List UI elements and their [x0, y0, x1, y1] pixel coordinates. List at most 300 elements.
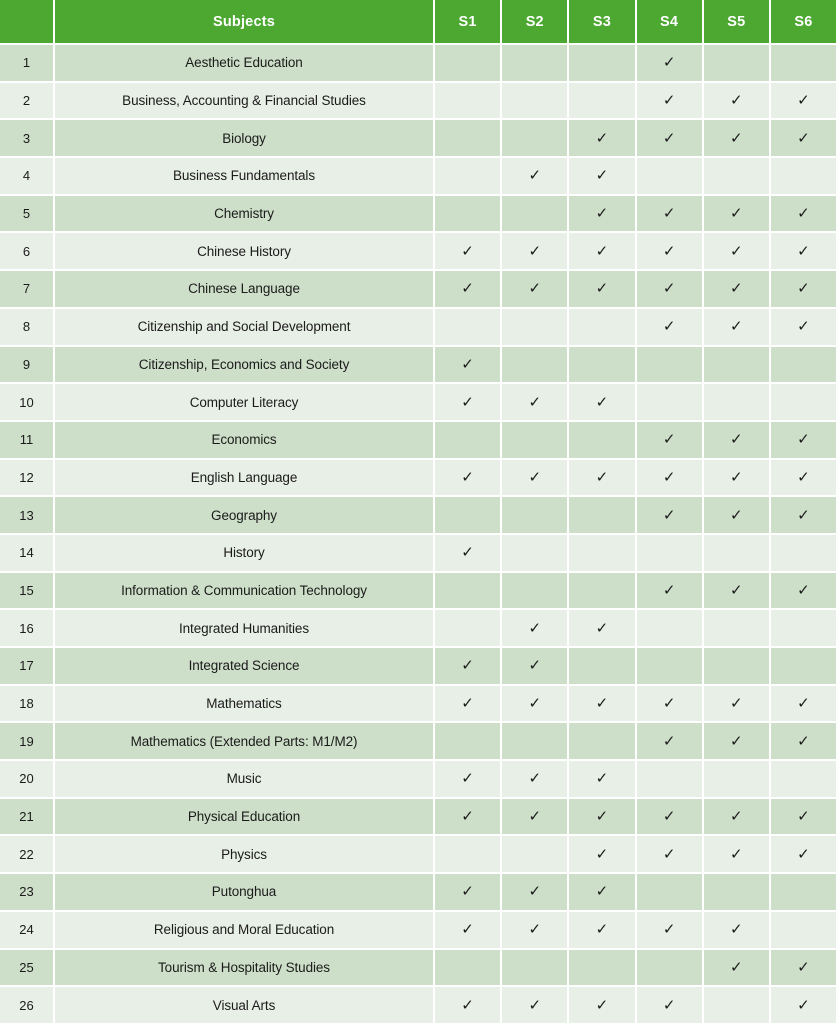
checkmark-icon: ✓ [461, 882, 474, 901]
cell-s2 [502, 196, 569, 234]
cell-s6 [771, 497, 836, 535]
cell-s6 [771, 836, 836, 874]
row-number: 16 [0, 610, 55, 648]
cell-s2 [502, 686, 569, 724]
row-number: 9 [0, 347, 55, 385]
cell-s3 [569, 610, 636, 648]
cell-s6 [771, 912, 836, 950]
checkmark-icon: ✓ [662, 317, 676, 336]
row-number: 18 [0, 686, 55, 724]
cell-s5 [704, 196, 771, 234]
cell-s3 [569, 120, 636, 158]
checkmark-icon: ✓ [729, 694, 743, 713]
cell-s6 [771, 610, 836, 648]
cell-s3 [569, 799, 636, 837]
row-number: 13 [0, 497, 55, 535]
cell-s6 [771, 271, 836, 309]
checkmark-icon: ✓ [461, 392, 474, 411]
table-row [0, 460, 836, 498]
checkmark-icon: ✓ [595, 920, 609, 939]
cell-s6 [771, 120, 836, 158]
cell-s6 [771, 686, 836, 724]
cell-s1 [435, 309, 502, 347]
cell-s5 [704, 836, 771, 874]
subject-name: Chinese History [55, 233, 435, 271]
row-number: 21 [0, 799, 55, 837]
checkmark-icon: ✓ [797, 430, 810, 449]
cell-s6 [771, 723, 836, 761]
checkmark-icon: ✓ [797, 505, 810, 524]
cell-s2 [502, 422, 569, 460]
subject-name: Physical Education [55, 799, 435, 837]
header-cell-s6: S6 [771, 0, 836, 45]
checkmark-icon: ✓ [528, 882, 542, 901]
row-number: 2 [0, 83, 55, 121]
cell-s3 [569, 347, 636, 385]
checkmark-icon: ✓ [797, 844, 810, 863]
row-number: 17 [0, 648, 55, 686]
cell-s2 [502, 347, 569, 385]
cell-s5 [704, 309, 771, 347]
cell-s6 [771, 950, 836, 988]
cell-s3 [569, 987, 636, 1025]
cell-s5 [704, 799, 771, 837]
cell-s3 [569, 45, 636, 83]
checkmark-icon: ✓ [595, 844, 609, 863]
cell-s5 [704, 460, 771, 498]
cell-s4 [637, 422, 704, 460]
cell-s4 [637, 460, 704, 498]
cell-s3 [569, 573, 636, 611]
checkmark-icon: ✓ [461, 995, 474, 1014]
cell-s1 [435, 836, 502, 874]
checkmark-icon: ✓ [595, 694, 609, 713]
cell-s5 [704, 535, 771, 573]
header-cell-s5: S5 [704, 0, 771, 45]
cell-s1 [435, 987, 502, 1025]
checkmark-icon: ✓ [461, 656, 474, 675]
cell-s3 [569, 460, 636, 498]
cell-s6 [771, 460, 836, 498]
cell-s4 [637, 950, 704, 988]
header-cell-s1: S1 [435, 0, 502, 45]
subject-name: Mathematics [55, 686, 435, 724]
checkmark-icon: ✓ [461, 694, 474, 713]
checkmark-icon: ✓ [461, 543, 474, 562]
subject-name: Physics [55, 836, 435, 874]
checkmark-icon: ✓ [797, 317, 810, 336]
cell-s2 [502, 836, 569, 874]
cell-s4 [637, 912, 704, 950]
cell-s4 [637, 196, 704, 234]
cell-s6 [771, 761, 836, 799]
cell-s4 [637, 384, 704, 422]
table-row [0, 836, 836, 874]
table-row [0, 648, 836, 686]
table-row [0, 799, 836, 837]
row-number: 4 [0, 158, 55, 196]
subject-name: Citizenship, Economics and Society [55, 347, 435, 385]
checkmark-icon: ✓ [797, 731, 810, 750]
cell-s2 [502, 497, 569, 535]
checkmark-icon: ✓ [461, 241, 474, 260]
checkmark-icon: ✓ [595, 204, 609, 223]
table-row [0, 610, 836, 648]
subject-name: Biology [55, 120, 435, 158]
cell-s5 [704, 384, 771, 422]
row-number: 15 [0, 573, 55, 611]
cell-s3 [569, 723, 636, 761]
cell-s6 [771, 987, 836, 1025]
subject-name: Music [55, 761, 435, 799]
cell-s1 [435, 610, 502, 648]
cell-s4 [637, 309, 704, 347]
checkmark-icon: ✓ [729, 204, 743, 223]
cell-s5 [704, 271, 771, 309]
subject-name: Business Fundamentals [55, 158, 435, 196]
cell-s5 [704, 987, 771, 1025]
checkmark-icon: ✓ [729, 957, 743, 976]
cell-s2 [502, 535, 569, 573]
checkmark-icon: ✓ [528, 769, 542, 788]
checkmark-icon: ✓ [662, 580, 676, 599]
row-number: 6 [0, 233, 55, 271]
checkmark-icon: ✓ [528, 807, 542, 826]
checkmark-icon: ✓ [461, 769, 474, 788]
checkmark-icon: ✓ [729, 317, 743, 336]
header-cell-subjects: Subjects [55, 0, 435, 45]
cell-s3 [569, 309, 636, 347]
cell-s3 [569, 761, 636, 799]
cell-s2 [502, 874, 569, 912]
subject-name: Economics [55, 422, 435, 460]
checkmark-icon: ✓ [729, 128, 743, 147]
cell-s6 [771, 799, 836, 837]
table-row [0, 233, 836, 271]
checkmark-icon: ✓ [595, 166, 609, 185]
cell-s1 [435, 271, 502, 309]
subject-name: English Language [55, 460, 435, 498]
subject-name: Information & Communication Technology [55, 573, 435, 611]
cell-s6 [771, 233, 836, 271]
cell-s1 [435, 723, 502, 761]
row-number: 22 [0, 836, 55, 874]
checkmark-icon: ✓ [729, 731, 743, 750]
row-number: 24 [0, 912, 55, 950]
checkmark-icon: ✓ [595, 279, 609, 298]
checkmark-icon: ✓ [662, 995, 676, 1014]
cell-s3 [569, 648, 636, 686]
cell-s1 [435, 347, 502, 385]
checkmark-icon: ✓ [595, 995, 609, 1014]
table-row [0, 987, 836, 1025]
cell-s1 [435, 384, 502, 422]
subject-name: Aesthetic Education [55, 45, 435, 83]
subject-name: Integrated Humanities [55, 610, 435, 648]
checkmark-icon: ✓ [528, 694, 542, 713]
checkmark-icon: ✓ [461, 807, 474, 826]
checkmark-icon: ✓ [797, 241, 810, 260]
subject-name: Chinese Language [55, 271, 435, 309]
cell-s3 [569, 158, 636, 196]
cell-s3 [569, 83, 636, 121]
checkmark-icon: ✓ [729, 580, 743, 599]
header-cell-s4: S4 [637, 0, 704, 45]
cell-s3 [569, 912, 636, 950]
subject-name: Integrated Science [55, 648, 435, 686]
row-number: 10 [0, 384, 55, 422]
checkmark-icon: ✓ [528, 241, 542, 260]
row-number: 8 [0, 309, 55, 347]
checkmark-icon: ✓ [797, 995, 810, 1014]
cell-s3 [569, 384, 636, 422]
cell-s5 [704, 573, 771, 611]
cell-s6 [771, 573, 836, 611]
cell-s4 [637, 271, 704, 309]
checkmark-icon: ✓ [662, 467, 676, 486]
cell-s1 [435, 686, 502, 724]
checkmark-icon: ✓ [461, 467, 474, 486]
checkmark-icon: ✓ [595, 807, 609, 826]
cell-s3 [569, 950, 636, 988]
checkmark-icon: ✓ [797, 128, 810, 147]
checkmark-icon: ✓ [662, 128, 676, 147]
checkmark-icon: ✓ [797, 807, 810, 826]
cell-s2 [502, 573, 569, 611]
cell-s4 [637, 648, 704, 686]
table-row [0, 912, 836, 950]
checkmark-icon: ✓ [595, 769, 609, 788]
cell-s1 [435, 648, 502, 686]
cell-s2 [502, 271, 569, 309]
subject-name: Religious and Moral Education [55, 912, 435, 950]
checkmark-icon: ✓ [595, 467, 609, 486]
table-row [0, 83, 836, 121]
checkmark-icon: ✓ [729, 279, 743, 298]
subject-name: History [55, 535, 435, 573]
table-row [0, 271, 836, 309]
checkmark-icon: ✓ [729, 920, 743, 939]
cell-s6 [771, 309, 836, 347]
cell-s4 [637, 836, 704, 874]
checkmark-icon: ✓ [461, 354, 474, 373]
table-row [0, 686, 836, 724]
table-row [0, 309, 836, 347]
cell-s1 [435, 573, 502, 611]
cell-s6 [771, 648, 836, 686]
cell-s1 [435, 497, 502, 535]
table-row [0, 761, 836, 799]
subject-name: Visual Arts [55, 987, 435, 1025]
cell-s5 [704, 497, 771, 535]
checkmark-icon: ✓ [528, 995, 542, 1014]
checkmark-icon: ✓ [461, 279, 474, 298]
cell-s2 [502, 799, 569, 837]
cell-s2 [502, 950, 569, 988]
cell-s4 [637, 535, 704, 573]
checkmark-icon: ✓ [797, 694, 810, 713]
cell-s3 [569, 836, 636, 874]
cell-s4 [637, 761, 704, 799]
row-number: 3 [0, 120, 55, 158]
row-number: 5 [0, 196, 55, 234]
table-row [0, 45, 836, 83]
checkmark-icon: ✓ [797, 467, 810, 486]
cell-s1 [435, 422, 502, 460]
cell-s4 [637, 83, 704, 121]
cell-s5 [704, 723, 771, 761]
checkmark-icon: ✓ [662, 430, 676, 449]
cell-s1 [435, 799, 502, 837]
cell-s4 [637, 233, 704, 271]
table-row [0, 422, 836, 460]
cell-s2 [502, 233, 569, 271]
cell-s6 [771, 422, 836, 460]
checkmark-icon: ✓ [729, 91, 743, 110]
checkmark-icon: ✓ [662, 91, 676, 110]
cell-s6 [771, 535, 836, 573]
cell-s6 [771, 874, 836, 912]
cell-s4 [637, 158, 704, 196]
table-row [0, 874, 836, 912]
table-row [0, 723, 836, 761]
cell-s3 [569, 535, 636, 573]
header-cell-s2: S2 [502, 0, 569, 45]
table-row [0, 384, 836, 422]
cell-s2 [502, 384, 569, 422]
table-row [0, 535, 836, 573]
cell-s1 [435, 874, 502, 912]
checkmark-icon: ✓ [729, 505, 743, 524]
cell-s6 [771, 384, 836, 422]
checkmark-icon: ✓ [797, 204, 810, 223]
cell-s2 [502, 309, 569, 347]
cell-s3 [569, 271, 636, 309]
row-number: 14 [0, 535, 55, 573]
cell-s3 [569, 233, 636, 271]
cell-s4 [637, 347, 704, 385]
row-number: 1 [0, 45, 55, 83]
row-number: 7 [0, 271, 55, 309]
cell-s5 [704, 83, 771, 121]
cell-s3 [569, 874, 636, 912]
cell-s4 [637, 686, 704, 724]
table-row [0, 950, 836, 988]
checkmark-icon: ✓ [595, 882, 609, 901]
checkmark-icon: ✓ [729, 807, 743, 826]
table-row [0, 158, 836, 196]
cell-s2 [502, 648, 569, 686]
cell-s1 [435, 950, 502, 988]
checkmark-icon: ✓ [662, 731, 676, 750]
table-row [0, 120, 836, 158]
cell-s5 [704, 761, 771, 799]
subject-name: Putonghua [55, 874, 435, 912]
row-number: 11 [0, 422, 55, 460]
table-row [0, 573, 836, 611]
table-header-row [0, 0, 836, 45]
checkmark-icon: ✓ [797, 279, 810, 298]
row-number: 26 [0, 987, 55, 1025]
checkmark-icon: ✓ [797, 91, 810, 110]
cell-s1 [435, 761, 502, 799]
checkmark-icon: ✓ [528, 392, 542, 411]
checkmark-icon: ✓ [662, 920, 676, 939]
cell-s1 [435, 83, 502, 121]
row-number: 20 [0, 761, 55, 799]
cell-s1 [435, 912, 502, 950]
row-number: 23 [0, 874, 55, 912]
checkmark-icon: ✓ [595, 128, 609, 147]
cell-s5 [704, 686, 771, 724]
subject-name: Geography [55, 497, 435, 535]
cell-s1 [435, 158, 502, 196]
header-cell-number [0, 0, 55, 45]
checkmark-icon: ✓ [662, 204, 676, 223]
checkmark-icon: ✓ [528, 467, 542, 486]
cell-s4 [637, 987, 704, 1025]
subject-name: Tourism & Hospitality Studies [55, 950, 435, 988]
checkmark-icon: ✓ [528, 920, 542, 939]
cell-s2 [502, 460, 569, 498]
table-body [0, 45, 836, 1025]
cell-s5 [704, 45, 771, 83]
checkmark-icon: ✓ [662, 53, 676, 72]
cell-s2 [502, 987, 569, 1025]
cell-s2 [502, 912, 569, 950]
checkmark-icon: ✓ [797, 580, 810, 599]
checkmark-icon: ✓ [729, 844, 743, 863]
checkmark-icon: ✓ [662, 505, 676, 524]
checkmark-icon: ✓ [662, 844, 676, 863]
cell-s3 [569, 497, 636, 535]
cell-s2 [502, 158, 569, 196]
cell-s5 [704, 233, 771, 271]
cell-s2 [502, 610, 569, 648]
subject-name: Citizenship and Social Development [55, 309, 435, 347]
cell-s5 [704, 422, 771, 460]
checkmark-icon: ✓ [461, 920, 474, 939]
cell-s3 [569, 422, 636, 460]
checkmark-icon: ✓ [662, 807, 676, 826]
cell-s6 [771, 158, 836, 196]
cell-s4 [637, 497, 704, 535]
row-number: 25 [0, 950, 55, 988]
cell-s5 [704, 347, 771, 385]
cell-s4 [637, 799, 704, 837]
cell-s5 [704, 120, 771, 158]
cell-s1 [435, 233, 502, 271]
cell-s6 [771, 83, 836, 121]
checkmark-icon: ✓ [797, 957, 810, 976]
cell-s6 [771, 45, 836, 83]
checkmark-icon: ✓ [662, 279, 676, 298]
row-number: 19 [0, 723, 55, 761]
checkmark-icon: ✓ [528, 618, 542, 637]
header-cell-s3: S3 [569, 0, 636, 45]
subject-name: Computer Literacy [55, 384, 435, 422]
subject-name: Chemistry [55, 196, 435, 234]
table-row [0, 347, 836, 385]
cell-s4 [637, 723, 704, 761]
cell-s5 [704, 158, 771, 196]
cell-s4 [637, 45, 704, 83]
checkmark-icon: ✓ [595, 618, 609, 637]
checkmark-icon: ✓ [729, 241, 743, 260]
subject-name: Business, Accounting & Financial Studies [55, 83, 435, 121]
cell-s3 [569, 686, 636, 724]
cell-s2 [502, 83, 569, 121]
